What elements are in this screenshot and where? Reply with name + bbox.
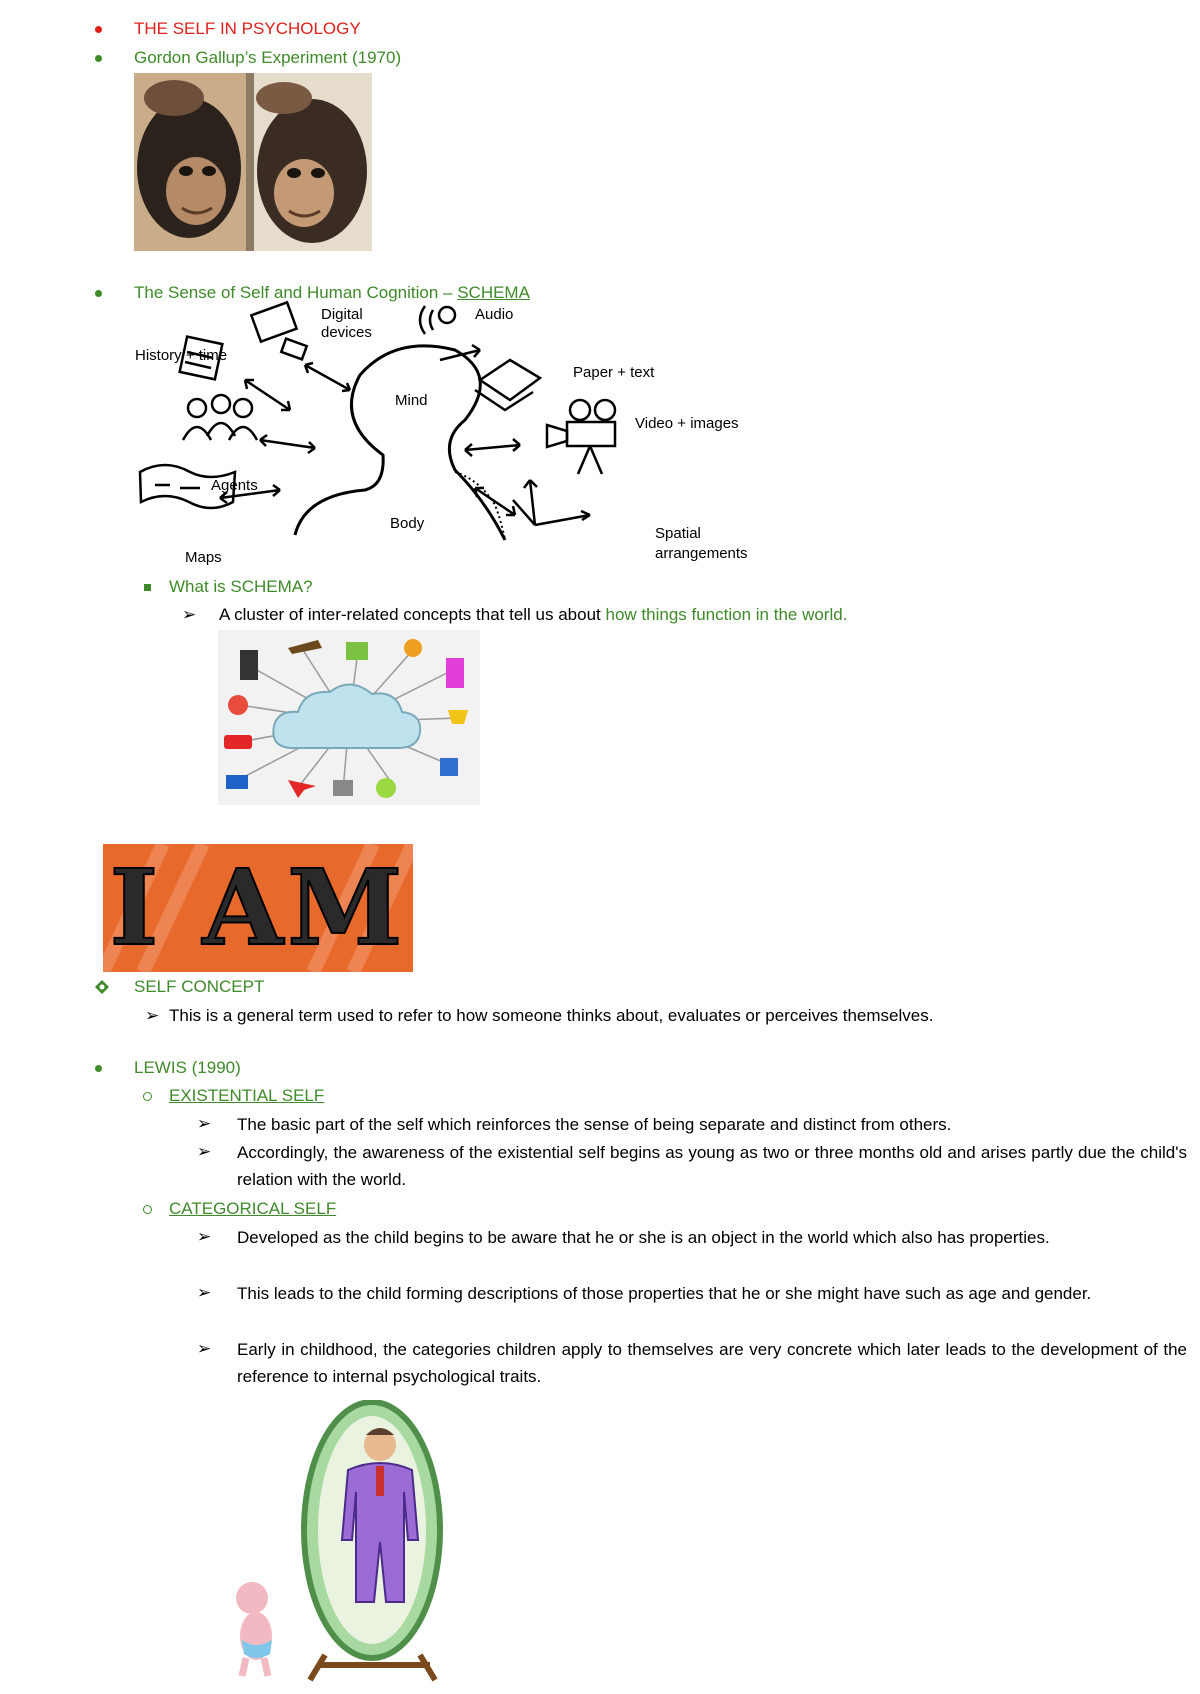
label-spatial: Spatial bbox=[655, 525, 701, 542]
label-audio: Audio bbox=[475, 306, 514, 323]
arrow-video bbox=[465, 439, 520, 456]
camera-icon bbox=[547, 400, 615, 474]
label-mind: Mind bbox=[395, 392, 428, 409]
bullet-square bbox=[144, 584, 151, 591]
label-devices: devices bbox=[321, 324, 372, 341]
arrow-bullet-icon: ➢ bbox=[197, 1142, 212, 1161]
categorical-self-heading: CATEGORICAL SELF bbox=[169, 1199, 337, 1218]
categorical-point-2: This leads to the child forming descriptions of those properties that he or she might have such as age and gender. bbox=[237, 1284, 1092, 1303]
schema-definition-highlight: how things function in the world. bbox=[605, 605, 848, 624]
arrow-bullet-icon: ➢ bbox=[145, 1006, 160, 1025]
label-digital: Digital bbox=[321, 306, 363, 323]
arrow-bullet-icon: ➢ bbox=[197, 1339, 212, 1358]
label-maps: Maps bbox=[185, 549, 222, 566]
existential-point-1: The basic part of the self which reinforces the sense of being separate and distinct from others. bbox=[237, 1115, 952, 1134]
cloud-network-image bbox=[218, 630, 480, 805]
schema-definition bbox=[219, 602, 847, 628]
page-title: THE SELF IN PSYCHOLOGY bbox=[134, 19, 361, 38]
schema-definition-text: A cluster of inter-related concepts that tell us about bbox=[219, 605, 606, 624]
schema-link[interactable]: SCHEMA bbox=[457, 283, 530, 302]
label-history: History + time bbox=[135, 347, 228, 364]
self-concept-heading: SELF CONCEPT bbox=[134, 977, 265, 996]
what-is-schema-heading: What is SCHEMA? bbox=[169, 577, 313, 596]
schema-diagram bbox=[135, 300, 775, 575]
label-paper: Paper + text bbox=[573, 364, 655, 381]
bullet-dot bbox=[95, 1065, 102, 1072]
categorical-point-3: Early in childhood, the categories children apply to themselves are very concrete which later leads to the development of the reference to internal psychological traits. bbox=[237, 1340, 1187, 1386]
arrow-bullet-icon: ➢ bbox=[182, 605, 197, 624]
bullet-circle bbox=[143, 1092, 152, 1101]
bullet-dot bbox=[95, 55, 102, 62]
sense-heading-text: The Sense of Self and Human Cognition – bbox=[134, 283, 458, 302]
self-concept-text: This is a general term used to refer to how someone thinks about, evaluates or perceives themselves. bbox=[169, 1006, 934, 1025]
label-arrangements: arrangements bbox=[655, 545, 748, 562]
existential-point-2: Accordingly, the awareness of the existential self begins as young as two or three months old and arises partly due the child's relation with the world. bbox=[237, 1143, 1187, 1189]
existential-self-heading: EXISTENTIAL SELF bbox=[169, 1086, 325, 1105]
arrow-bullet-icon: ➢ bbox=[197, 1227, 212, 1246]
mirror-cartoon bbox=[230, 1400, 500, 1682]
agents-icon bbox=[183, 395, 257, 440]
bullet-circle bbox=[143, 1205, 152, 1214]
bullet-dot bbox=[95, 290, 102, 297]
arrow-bullet-icon: ➢ bbox=[197, 1114, 212, 1133]
head-silhouette bbox=[295, 346, 505, 540]
audio-icon bbox=[420, 306, 455, 334]
label-body: Body bbox=[390, 515, 425, 532]
arrow-agents bbox=[260, 435, 315, 453]
label-video: Video + images bbox=[635, 415, 739, 432]
arrow-bullet-icon: ➢ bbox=[197, 1283, 212, 1302]
devices-icon bbox=[251, 302, 306, 359]
i-am-banner bbox=[103, 844, 413, 972]
banner-text: I AM bbox=[109, 846, 407, 969]
lewis-heading: LEWIS (1990) bbox=[134, 1058, 241, 1077]
paper-icon bbox=[475, 360, 540, 410]
categorical-point-1: Developed as the child begins to be aware that he or she is an object in the world which also has properties. bbox=[237, 1228, 1050, 1247]
chimp-mirror-photo bbox=[134, 73, 372, 251]
bullet-dot bbox=[95, 26, 102, 33]
spatial-axes-icon bbox=[513, 480, 590, 525]
arrow-digital bbox=[305, 363, 350, 391]
label-agents: Agents bbox=[211, 477, 258, 494]
diamond-bullet-icon bbox=[94, 979, 110, 995]
gallup-heading: Gordon Gallup’s Experiment (1970) bbox=[134, 48, 402, 67]
